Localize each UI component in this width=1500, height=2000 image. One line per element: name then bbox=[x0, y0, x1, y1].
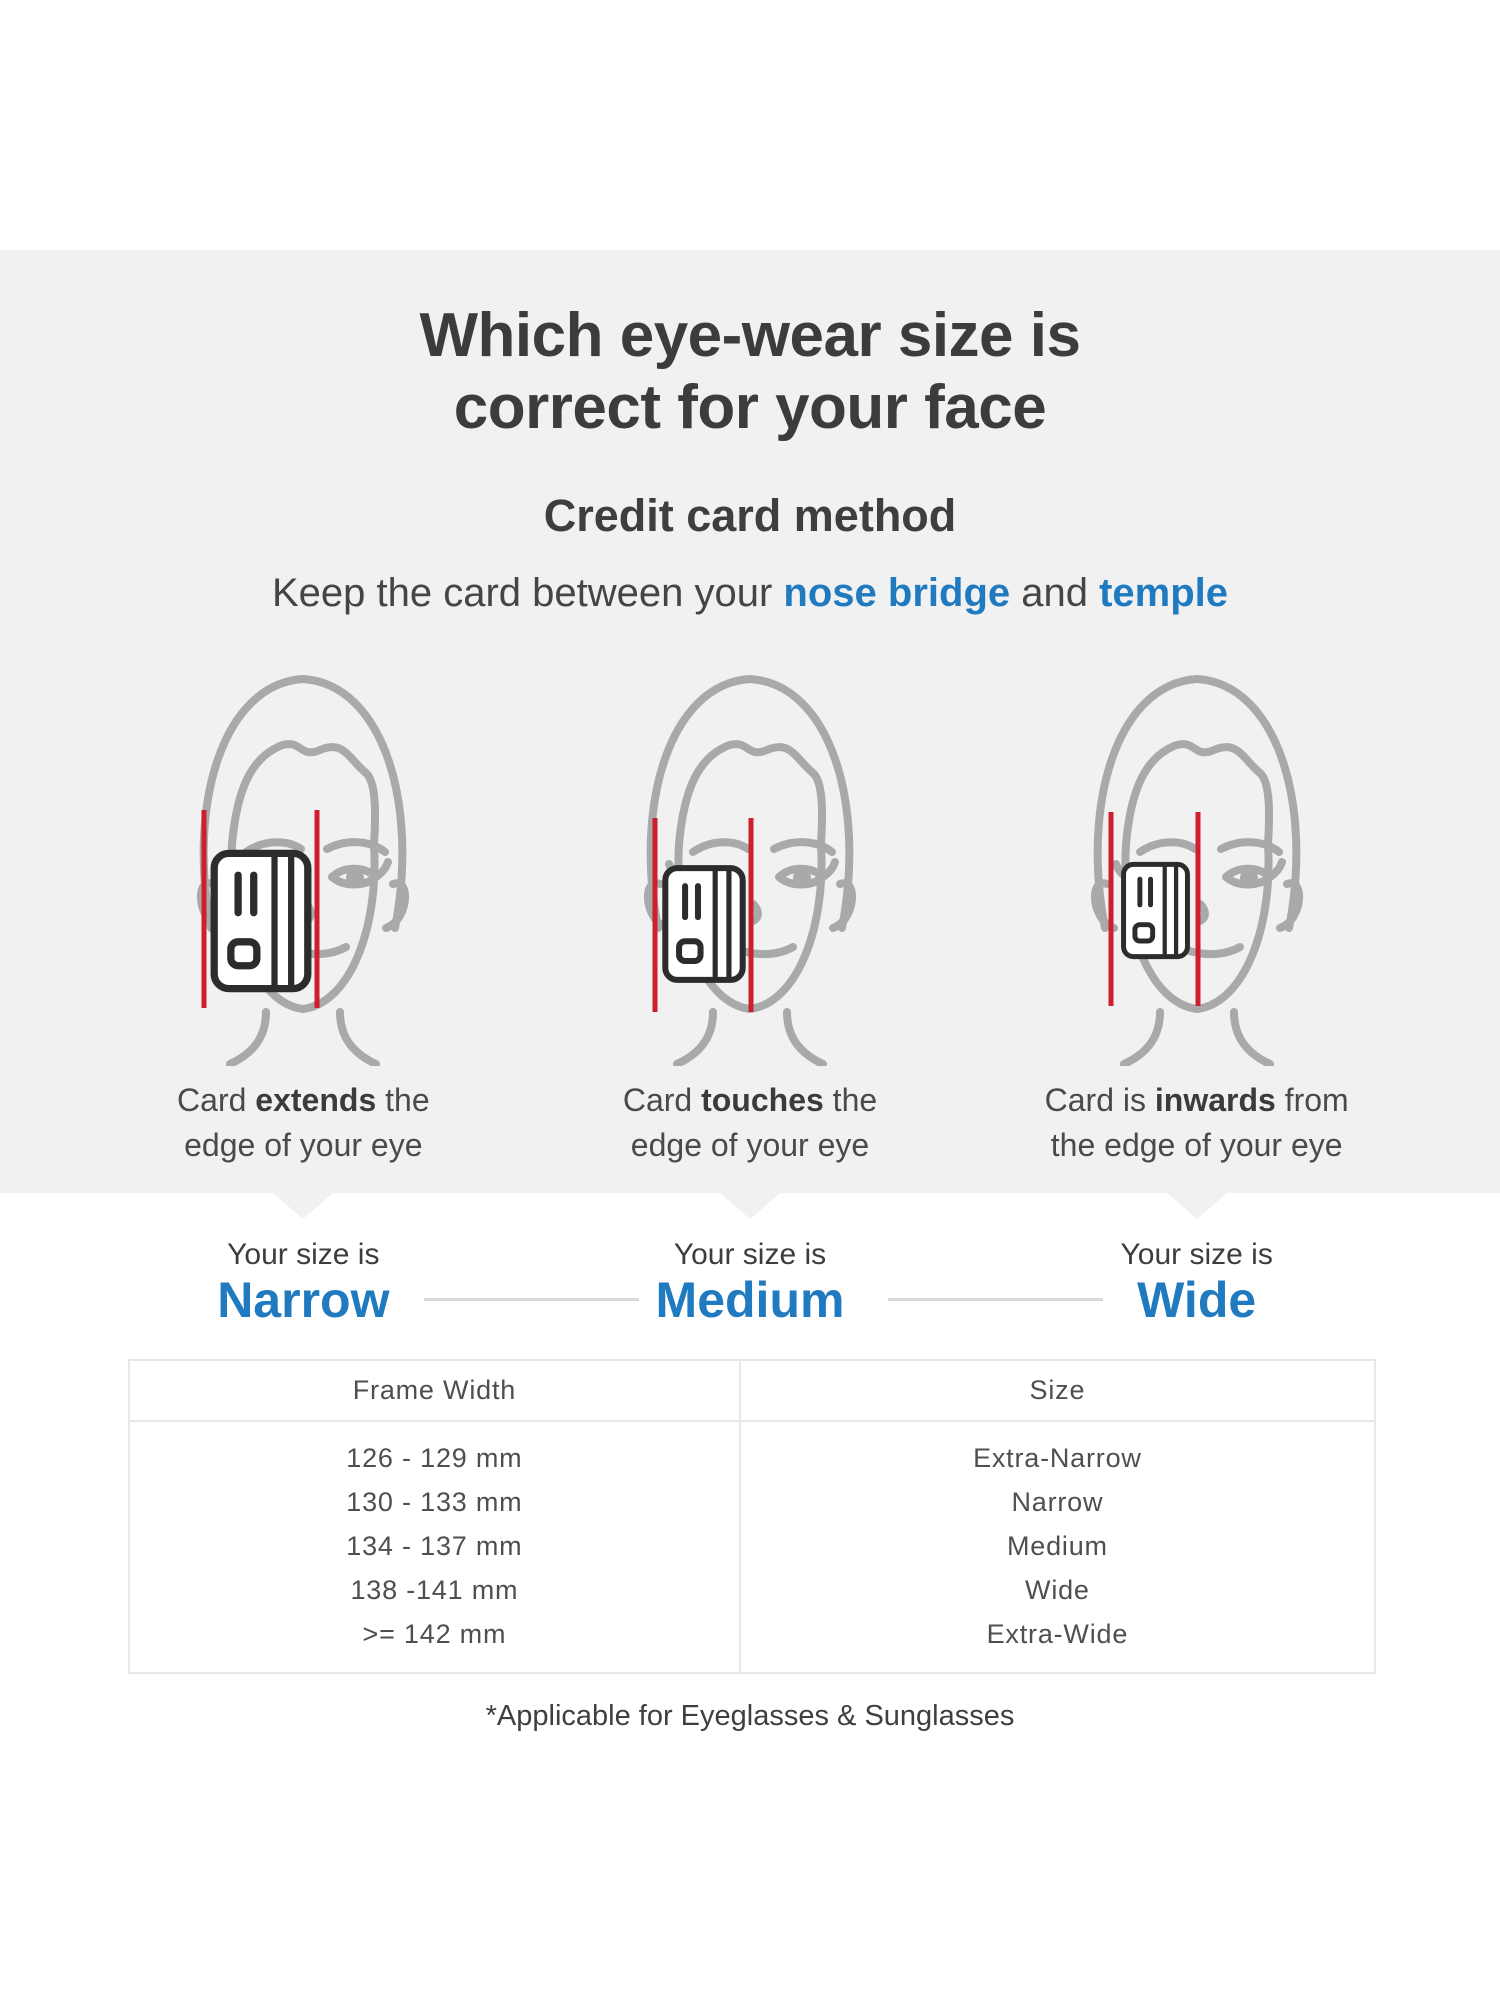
caption-column-medium bbox=[527, 1078, 974, 1168]
face-diagram-extends-icon bbox=[153, 646, 453, 1066]
size-label: Your size is bbox=[227, 1238, 380, 1271]
size-column-narrow bbox=[80, 1237, 527, 1327]
caption-touches bbox=[623, 1078, 877, 1168]
credit-card-icon bbox=[1123, 864, 1187, 956]
sizes-row bbox=[0, 1237, 1500, 1327]
caption-text: Card bbox=[622, 1082, 702, 1118]
caption-line2: the edge of your eye bbox=[1050, 1127, 1343, 1163]
face-diagram-touches-icon bbox=[600, 646, 900, 1066]
top-margin bbox=[0, 0, 1500, 250]
size-label: Your size is bbox=[1120, 1238, 1273, 1271]
table-cell-frame-width: >= 142 mm bbox=[362, 1618, 507, 1649]
page-title bbox=[0, 300, 1500, 444]
face-column-wide bbox=[973, 646, 1420, 1066]
size-column-medium bbox=[527, 1237, 974, 1327]
connector-line bbox=[424, 1298, 639, 1301]
size-value-wide: Wide bbox=[1137, 1272, 1257, 1328]
instruction-and: and bbox=[1010, 571, 1100, 615]
caption-extends bbox=[177, 1078, 430, 1168]
face-column-narrow bbox=[80, 646, 527, 1066]
caption-line2: edge of your eye bbox=[184, 1127, 423, 1163]
table-cell-frame-width: 126 - 129 mm bbox=[346, 1442, 523, 1473]
instruction-prefix: Keep the card between your bbox=[271, 571, 784, 615]
tail-wrap bbox=[527, 1193, 974, 1219]
page-title-line1: Which eye-wear size is bbox=[419, 301, 1081, 370]
caption-column-wide bbox=[973, 1078, 1420, 1168]
caption-text: the bbox=[376, 1082, 430, 1118]
pointer-triangle-icon bbox=[273, 1193, 333, 1219]
table-column-size bbox=[741, 1361, 1374, 1672]
caption-column-narrow bbox=[80, 1078, 527, 1168]
credit-card-icon bbox=[215, 853, 309, 988]
face-column-medium bbox=[527, 646, 974, 1066]
size-table bbox=[128, 1359, 1376, 1674]
table-header-size: Size bbox=[1029, 1375, 1086, 1405]
table-header-divider bbox=[130, 1420, 1374, 1422]
caption-line2: edge of your eye bbox=[630, 1127, 870, 1163]
pointer-triangle-icon bbox=[1167, 1193, 1227, 1219]
pointer-triangle-icon bbox=[720, 1193, 780, 1219]
page-title-line2: correct for your face bbox=[453, 373, 1047, 442]
table-spacer bbox=[741, 1420, 1374, 1436]
connector-line bbox=[888, 1298, 1103, 1301]
size-value-narrow: Narrow bbox=[217, 1272, 390, 1328]
caption-text: Card bbox=[177, 1082, 256, 1118]
credit-card-icon bbox=[665, 868, 742, 980]
size-value-medium: Medium bbox=[655, 1272, 845, 1328]
tail-wrap bbox=[973, 1193, 1420, 1219]
faces-row bbox=[0, 646, 1500, 1066]
table-cell-frame-width: 138 -141 mm bbox=[350, 1574, 519, 1605]
caption-bold: inwards bbox=[1154, 1082, 1276, 1118]
table-column-frame-width bbox=[130, 1361, 741, 1672]
caption-text: Card is bbox=[1044, 1082, 1155, 1118]
infographic-panel bbox=[0, 250, 1500, 1193]
table-cell-size: Wide bbox=[1025, 1574, 1090, 1605]
instruction-highlight-nose-bridge: nose bridge bbox=[783, 571, 1011, 615]
panel-tails bbox=[0, 1193, 1500, 1219]
table-cell-size: Medium bbox=[1006, 1530, 1108, 1561]
table-header-frame-width: Frame Width bbox=[352, 1375, 517, 1405]
table-spacer bbox=[130, 1420, 739, 1436]
instruction-text bbox=[0, 568, 1500, 618]
captions-row bbox=[0, 1078, 1500, 1168]
footnote: *Applicable for Eyeglasses & Sunglasses bbox=[485, 1700, 1015, 1732]
face-diagram-inwards-icon bbox=[1047, 646, 1347, 1066]
table-cell-frame-width: 134 - 137 mm bbox=[346, 1530, 523, 1561]
caption-bold: touches bbox=[701, 1082, 824, 1118]
instruction-highlight-temple: temple bbox=[1099, 571, 1229, 615]
caption-text: from bbox=[1275, 1082, 1349, 1118]
caption-inwards bbox=[1045, 1078, 1349, 1168]
tail-wrap bbox=[80, 1193, 527, 1219]
size-column-wide bbox=[973, 1237, 1420, 1327]
table-cell-size: Narrow bbox=[1011, 1486, 1104, 1517]
table-cell-size: Extra-Narrow bbox=[973, 1442, 1142, 1473]
caption-text: the bbox=[823, 1082, 878, 1118]
caption-bold: extends bbox=[255, 1082, 377, 1118]
size-label: Your size is bbox=[673, 1238, 827, 1271]
table-cell-size: Extra-Wide bbox=[986, 1618, 1129, 1649]
table-cell-frame-width: 130 - 133 mm bbox=[346, 1486, 523, 1517]
method-subtitle: Credit card method bbox=[543, 490, 957, 541]
